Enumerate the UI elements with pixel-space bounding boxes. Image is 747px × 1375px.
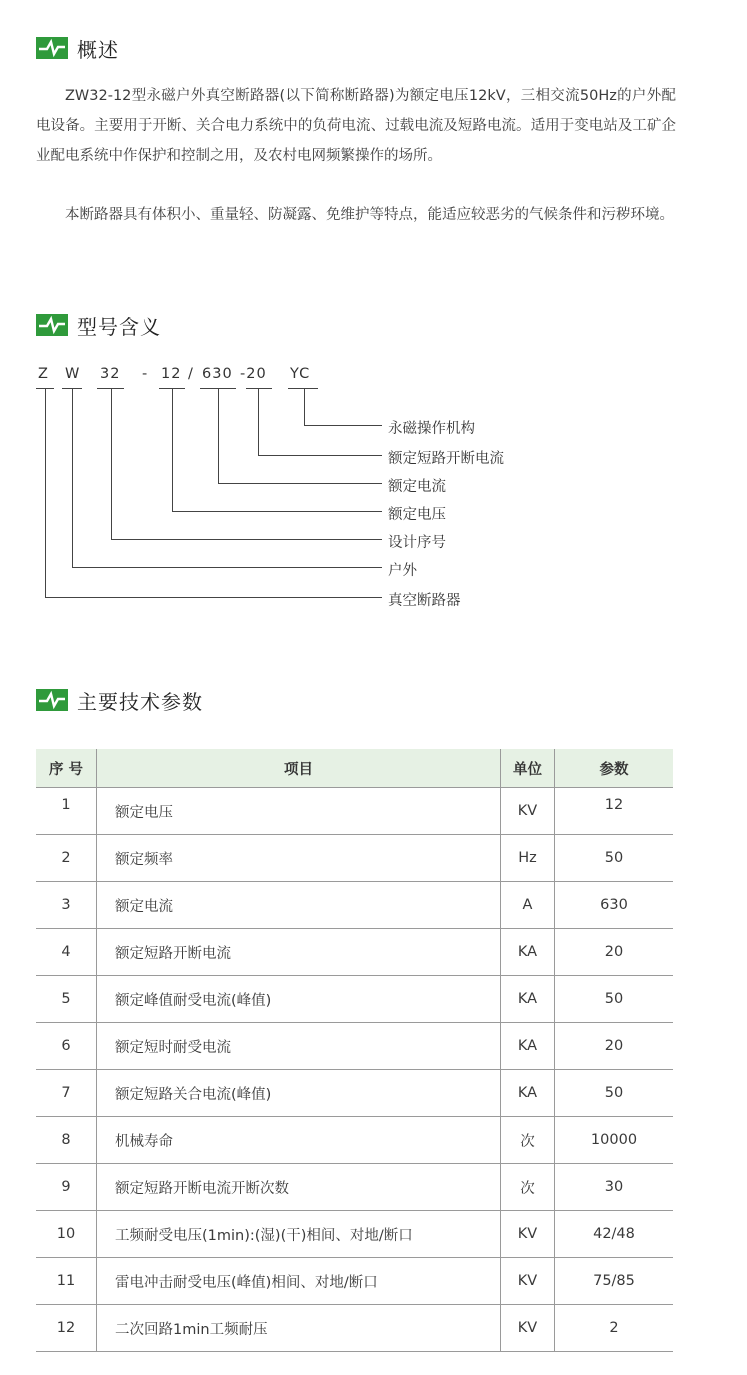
section-title: 主要技术参数 xyxy=(77,689,203,714)
section-title: 型号含义 xyxy=(77,314,161,339)
row-no: 6 xyxy=(61,1038,71,1054)
table-row xyxy=(36,1023,673,1070)
header-value: 参数 xyxy=(555,749,674,788)
row-unit: Hz xyxy=(518,850,537,866)
row-unit: KV xyxy=(517,1226,538,1242)
row-value: 50 xyxy=(604,991,624,1007)
table-row xyxy=(36,1211,673,1258)
table-row xyxy=(36,835,673,882)
lightning-zigzag-icon xyxy=(36,314,68,336)
code-segment-yc: YC xyxy=(290,366,311,382)
row-unit: 次 xyxy=(520,1180,535,1197)
table-row xyxy=(36,929,673,976)
row-no: 4 xyxy=(61,944,71,960)
lightning-zigzag-icon xyxy=(36,37,68,59)
code-segment-12: 12 xyxy=(161,366,182,382)
row-value: 2 xyxy=(609,1320,619,1336)
model-code-diagram xyxy=(0,360,747,610)
table-row xyxy=(36,1070,673,1117)
code-segment-slash: / xyxy=(188,366,194,382)
lightning-zigzag-icon xyxy=(36,689,68,711)
row-item: 额定峰值耐受电流(峰值) xyxy=(115,992,272,1009)
meaning-permanent-magnet-mechanism: 永磁操作机构 xyxy=(388,421,475,437)
row-value: 20 xyxy=(604,944,624,960)
row-no: 3 xyxy=(61,897,71,913)
header-unit: 单位 xyxy=(501,749,555,788)
code-segment-630: 630 xyxy=(202,366,233,382)
table-header-row xyxy=(36,749,673,788)
row-value: 42/48 xyxy=(593,1226,635,1242)
table-row xyxy=(36,1258,673,1305)
table-row xyxy=(36,1117,673,1164)
row-value: 20 xyxy=(604,1038,624,1054)
row-item: 额定短时耐受电流 xyxy=(115,1039,231,1056)
row-value: 630 xyxy=(600,897,628,913)
row-unit: KA xyxy=(517,991,538,1007)
row-item: 额定短路开断电流开断次数 xyxy=(115,1180,289,1197)
row-item: 额定短路关合电流(峰值) xyxy=(115,1086,272,1103)
row-unit: A xyxy=(522,897,533,913)
spec-table xyxy=(36,749,673,1352)
row-value: 50 xyxy=(604,1085,624,1101)
row-no: 7 xyxy=(61,1085,71,1101)
row-item: 额定电流 xyxy=(115,898,173,915)
table-row xyxy=(36,976,673,1023)
specs-header xyxy=(36,685,203,715)
row-item: 额定短路开断电流 xyxy=(115,945,231,962)
row-unit: KV xyxy=(517,1320,538,1336)
overview-paragraph-2: 本断路器具有体积小、重量轻、防凝露、免维护等特点，能适应较恶劣的气候条件和污秽环境。 xyxy=(65,207,674,223)
overview-header xyxy=(36,33,119,63)
meaning-rated-short-circuit-breaking-current: 额定短路开断电流 xyxy=(388,451,504,467)
model-header xyxy=(36,310,161,340)
row-unit: KA xyxy=(517,1038,538,1054)
overview-paragraph-1: ZW32-12型永磁户外真空断路器(以下简称断路器)为额定电压12kV，三相交流50Hz的户外配电设备。主要用于开断、关合电力系统中的负荷电流、过载电流及短路电流。适用于变电站及工矿企业配电系统中作保护和控制之用，及农村电网频繁操作的场所。 xyxy=(36,88,676,164)
row-value: 75/85 xyxy=(593,1273,635,1289)
row-no: 5 xyxy=(61,991,71,1007)
row-unit: KV xyxy=(517,1273,538,1289)
row-no: 11 xyxy=(56,1273,76,1289)
meaning-vacuum-circuit-breaker: 真空断路器 xyxy=(388,593,461,609)
code-segment-z: Z xyxy=(38,366,49,382)
row-unit: KA xyxy=(517,1085,538,1101)
row-unit: 次 xyxy=(520,1133,535,1150)
row-no: 9 xyxy=(61,1179,71,1195)
row-no: 8 xyxy=(61,1132,71,1148)
code-segment-32: 32 xyxy=(100,366,121,382)
row-no: 2 xyxy=(61,850,71,866)
row-value: 10000 xyxy=(590,1132,638,1148)
table-row xyxy=(36,882,673,929)
row-no: 10 xyxy=(56,1226,76,1242)
row-item: 工频耐受电压(1min):(湿)(干)相间、对地/断口 xyxy=(115,1227,413,1244)
meaning-outdoor: 户外 xyxy=(388,563,417,579)
meaning-rated-current: 额定电流 xyxy=(388,479,446,495)
section-title: 概述 xyxy=(77,37,119,62)
meaning-rated-voltage: 额定电压 xyxy=(388,507,446,523)
code-segment-dash: - xyxy=(142,366,149,382)
row-value: 12 xyxy=(604,797,624,813)
row-value: 30 xyxy=(604,1179,624,1195)
row-unit: KV xyxy=(517,803,538,819)
connector-lines xyxy=(0,360,747,610)
row-no: 1 xyxy=(61,797,71,813)
row-value: 50 xyxy=(604,850,624,866)
row-item: 额定电压 xyxy=(115,804,173,821)
row-item: 额定频率 xyxy=(115,851,173,868)
row-item: 机械寿命 xyxy=(115,1133,173,1150)
row-item: 二次回路1min工频耐压 xyxy=(115,1321,268,1338)
code-segment-20: -20 xyxy=(240,366,267,382)
table-row xyxy=(36,1164,673,1211)
header-item: 项目 xyxy=(97,749,501,788)
row-unit: KA xyxy=(517,944,538,960)
table-row xyxy=(36,1305,673,1352)
code-segment-w: W xyxy=(65,366,81,382)
table-row xyxy=(36,788,673,835)
header-no: 序 号 xyxy=(36,749,97,788)
row-no: 12 xyxy=(56,1320,76,1336)
meaning-design-serial: 设计序号 xyxy=(388,535,446,551)
row-item: 雷电冲击耐受电压(峰值)相间、对地/断口 xyxy=(115,1274,378,1291)
